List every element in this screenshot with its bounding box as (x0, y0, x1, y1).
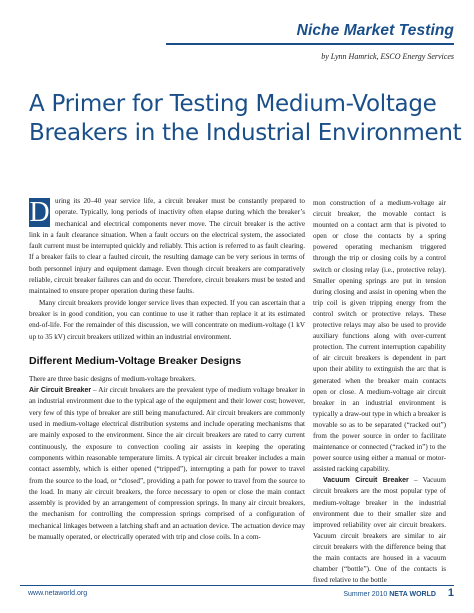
page-number: 1 (447, 587, 454, 599)
intro-paragraph (29, 196, 305, 298)
body-paragraph: mon construction of a medium-voltage air circuit breaker, the movable contact is mounted on a contact arm that is pivoted to open or close the contacts by a spring powered operating mechanism triggered through the trip or closing coils by a control switch or closing relay (i.e., protective relay). Smaller opening springs are put in tension during closing and assist in opening when the trip coil is given tripping energy from the control switch or protective relays. These protective relays may also be used to provide auxiliary functions along with over-current protection. The current interruption capability of air circuit breakers is dependent in part upon their ability to extinguish the arc that is generated when the breaker main contacts open or close. A medium-voltage air circuit breaker in an industrial environment is typically a draw-out type in which a breaker is movable so as to be separated (“racked out”) from the power source in order to facilitate maintenance or connected (“racked in”) to the power source using either a manual or motor-assisted racking capability. (313, 199, 446, 474)
body-paragraph: There are three basic designs of medium-voltage breakers. (29, 374, 196, 383)
vacuum-breaker-paragraph (313, 475, 446, 586)
air-breaker-text: – Air circuit breakers are the prevalent type of medium voltage breaker in an industrial environment due to the typical age of the equipment and their lower cost; however, very few of this type of breaker are still being manufactured. Air circuit breakers are commonly used in medium-voltage electrical distribution systems and include operating mechanisms that are mainly exposed to the environment. Since the air circuit breakers are rated to carry current continuously, the exposure to convection cooling air assists in keeping the operating components within reasonable temperature limits. A typical air circuit breaker includes a main contact assembly, which is either opened (“tripped”), interrupting a path for power to travel from the source to the load, or “closed”, providing a path for power to travel from the source to the load. In many air circuit breakers, the force necessary to open or close the main contact assembly is provided by an arrangement of compression springs. In many air circuit breakers, the mechanism for controlling the compression springs comprised of a configuration of mechanical linkages between a latching shaft and an actuation device. The actuation device may be manually operated, or electrically operated with trip and close coils. In a com- (29, 386, 306, 542)
drop-cap: D (29, 197, 50, 228)
footer-issue: Summer 2010 (343, 591, 388, 598)
header-rule (166, 43, 454, 45)
left-column (29, 196, 305, 543)
section-heading: Different Medium-Voltage Breaker Designs (29, 354, 242, 367)
article-title (29, 90, 462, 148)
run-in-heading: Vacuum Circuit Breaker (323, 477, 409, 485)
right-column (313, 198, 446, 586)
footer-website: www.netaworld.org (28, 590, 88, 597)
article-title-line-1: A Primer for Testing Medium-Voltage (29, 91, 437, 117)
section-title: Niche Market Testing (296, 22, 454, 39)
footer-info (343, 587, 454, 599)
article-title-line-2: Breakers in the Industrial Environment (29, 120, 462, 146)
footer-rule (20, 585, 454, 586)
intro-text: uring its 20–40 year service life, a circuit breaker must be constantly prepared to operate. Typically, long periods of inactivity often elapse during which the breaker’s mechanical and electrical components never move. The circuit breaker is the active link in a fault clearance situation. When a fault occurs on the electrical system, the associated fault current must be interrupted quickly and reliably. This action is referred to as fault clearing. If a breaker fails to clear a faulted circuit, the resulting damage can be very serious in terms of both personnel injury and equipment damage. Even though circuit breakers are comparatively reliable, circuit breaker failures can and do occur. Therefore, circuit breakers must be tested and maintained to ensure proper operation during these faults. (29, 197, 305, 296)
run-in-heading: Air Circuit Breaker (29, 387, 92, 395)
body-paragraph: Many circuit breakers provide longer service lives than expected. If you can ascertain that a breaker is in good condition, you can continue to use it rather than replace it at its estimated end-of-life. For the remainder of this discussion, we will concentrate on medium-voltage (1 kV up to 35 kV) circuit breakers utilized within an industrial environment. (29, 298, 305, 341)
byline: by Lynn Hamrick, ESCO Energy Services (321, 52, 454, 61)
air-breaker-paragraph (29, 385, 305, 543)
vacuum-breaker-text: – Vacuum circuit breakers are the most popular type of medium-voltage breaker in the industrial environment due to their smaller size and improved reliability over air circuit breakers. Vacuum circuit breakers are similar to air circuit breakers with the difference being that the main contacts are housed in a vacuum chamber (“bottle”). One of the contacts is fixed relative to the bottle (313, 476, 446, 585)
footer-brand: NETA WORLD (389, 591, 436, 598)
